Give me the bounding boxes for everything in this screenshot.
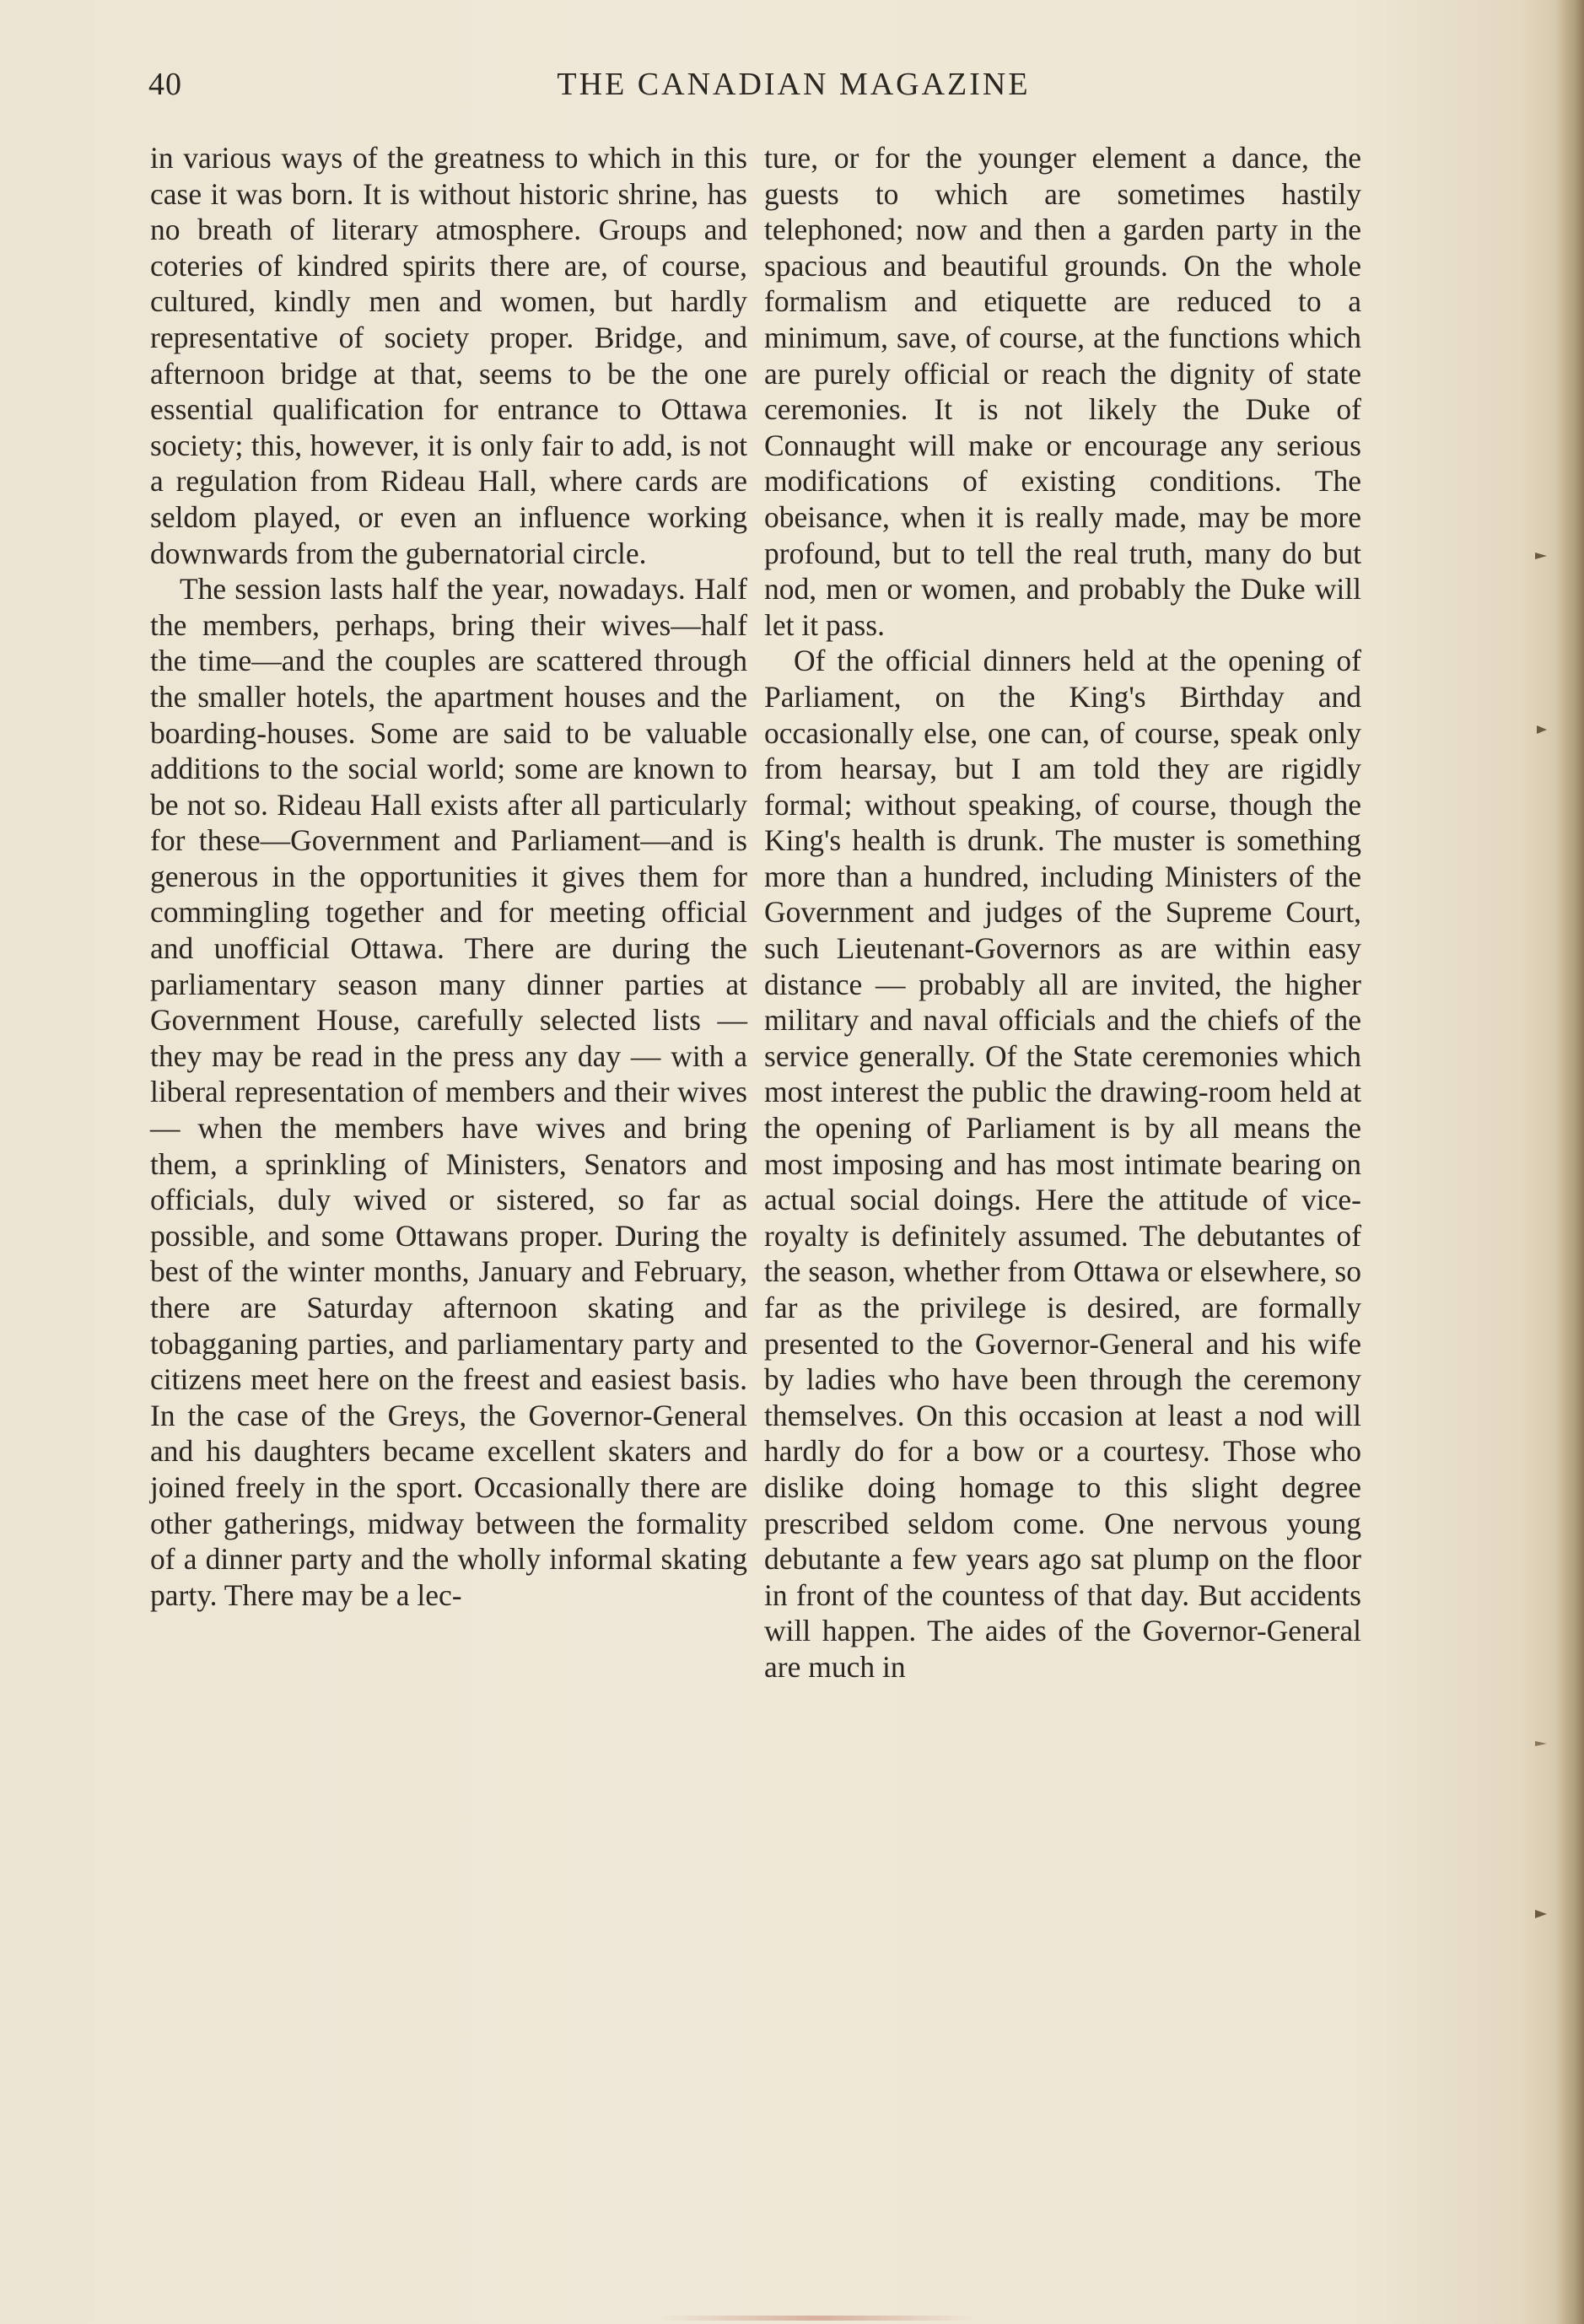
paragraph: Of the official dinners held at the opening of Parliament, on the King's Birthday and occasionally else, one can, of course, speak only from hearsay, but I am told they are rigidly formal; without speaking, of course, though the King's health is drunk. The muster is something more than a hundred, including Ministers of the Government and judges of the Supreme Court, such Lieutenant-Governors as are within easy distance — probably all are invited, the higher military and naval officials and the chiefs of the service generally. Of the State ceremonies which most interest the public the drawing-room held at the opening of Parliament is by all means the most imposing and has most intimate bearing on actual social doings. Here the attitude of vice-royalty is definitely assumed. The debutantes of the season, whether from Ottawa or elsewhere, so far as the privilege is desired, are formally presented to the Governor-General and his wife by ladies who have been through the ceremony themselves. On this occasion at least a nod will hardly do for a bow or a courtesy. Those who dislike doing homage to this slight degree prescribed seldom come. One nervous young debutante a few years ago sat plump on the floor in front of the countess of that day. But accidents will happen. The aides of the Governor-General are much in <box>764 644 1361 1684</box>
page-number: 40 <box>148 67 182 102</box>
binding-marks <box>1535 0 1552 2324</box>
binding-mark-icon <box>1535 1738 1547 1750</box>
binding-mark-icon <box>1535 550 1547 562</box>
magazine-title: THE CANADIAN MAGAZINE <box>557 67 1031 102</box>
binding-mark-icon <box>1535 724 1547 736</box>
binding-mark-icon <box>1535 1908 1547 1920</box>
paragraph: ture, or for the younger element a dance, the guests to which are sometimes hastily telephoned; now and then a garden party in the spacious and beautiful grounds. On the whole formalism and etiquette are reduced to a minimum, save, of course, at the functions which are purely official or reach the dignity of state ceremonies. It is not likely the Duke of Connaught will make or encourage any serious modifications of existing conditions. The obeisance, when it is really made, may be more profound, but to tell the real truth, many do but nod, men or women, and probably the Duke will let it pass. <box>764 141 1361 642</box>
paragraph: The session lasts half the year, nowadays. Half the members, perhaps, bring their wives—half the time—and the couples are scattered through the smaller hotels, the apartment houses and the boarding-houses. Some are said to be valuable additions to the social world; some are known to be not so. Rideau Hall exists after all particularly for these—Government and Parliament—and is generous in the opportunities it gives them for commingling together and for meeting official and unofficial Ottawa. There are during the parliamentary season many dinner parties at Government House, carefully selected lists — they may be read in the press any day — with a liberal representation of members and their wives — when the members have wives and bring them, a sprinkling of Ministers, Senators and officials, duly wived or sistered, so far as possible, and some Ottawans proper. During the best of the winter months, January and February, there are Saturday afternoon skating and tobagganing parties, and parliamentary party and citizens meet here on the freest and easiest basis. In the case of the Greys, the Governor-General and his daughters became excellent skaters and joined freely in the sport. Occasionally there are other gatherings, midway between the formality of a dinner party and the wholly informal skating party. There may be a lec- <box>150 572 747 1612</box>
running-head <box>148 59 1388 110</box>
bottom-edge-stain <box>658 2316 978 2321</box>
page-edge-shadow <box>1555 0 1584 2324</box>
right-column <box>764 140 1361 1685</box>
paragraph: in various ways of the greatness to which in this case it was born. It is without historic shrine, has no breath of literary atmosphere. Groups and coteries of kindred spirits there are, of course, cultured, kindly men and women, but hardly representative of society proper. Bridge, and afternoon bridge at that, seems to be the one essential qualification for entrance to Ottawa society; this, however, it is only fair to add, is not a regulation from Rideau Hall, where cards are seldom played, or even an influence working downwards from the gubernatorial circle. <box>150 141 747 570</box>
left-column <box>150 140 747 1613</box>
